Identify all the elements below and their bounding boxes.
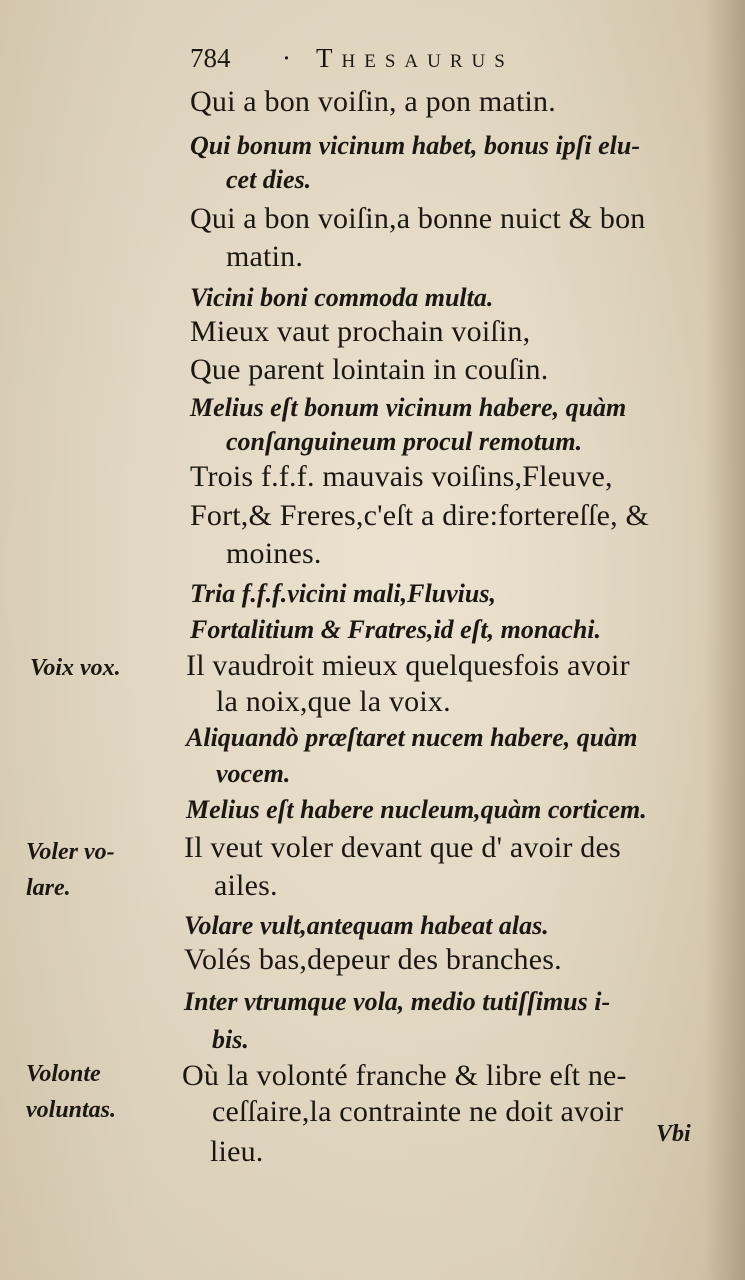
margin-note-voix: Voix vox. (30, 655, 121, 681)
text-line: cet dies. (226, 165, 312, 194)
text-line: Il vaudroit mieux quelquesfois avoir (186, 649, 630, 682)
margin-note-voler-cont: lare. (26, 875, 71, 901)
text-line: Qui bonum vicinum habet, bonus ipſi elu- (190, 131, 641, 160)
page-number: 784 (190, 43, 231, 73)
text-line: matin. (226, 240, 304, 273)
running-title: Thesaurus (316, 43, 514, 73)
text-line: Qui a bon voiſin, a pon matin. (190, 85, 556, 118)
catchword: Vbi (656, 1121, 691, 1147)
text-line: Tria f.f.f.vicini mali,Fluvius, (190, 579, 496, 608)
text-line: Où la volonté franche & libre eſt ne- (182, 1059, 627, 1092)
header-separator: · (282, 43, 291, 73)
text-line: lieu. (210, 1135, 264, 1168)
margin-note-voler: Voler vo- (26, 839, 115, 865)
text-line: Mieux vaut prochain voiſin, (190, 315, 531, 348)
text-line: conſanguineum procul remotum. (226, 427, 583, 456)
text-line: Melius eſt habere nucleum,quàm corticem. (186, 795, 647, 824)
text-line: moines. (226, 537, 322, 570)
margin-note-volonte-cont: voluntas. (26, 1097, 117, 1123)
text-line: Qui a bon voiſin,a bonne nuict & bon (190, 202, 646, 235)
text-line: Volés bas,depeur des branches. (184, 943, 562, 976)
text-line: Il veut voler devant que d' avoir des (184, 831, 621, 864)
text-line: Melius eſt bonum vicinum habere, quàm (190, 393, 627, 422)
page-header (190, 38, 640, 78)
text-line: la noix,que la voix. (216, 685, 451, 718)
text-line: Volare vult,antequam habeat alas. (184, 911, 549, 940)
text-line: Fort,& Freres,c'eſt a dire:fortereſſe, & (190, 499, 650, 532)
text-line: ceſſaire,la contrainte ne doit avoir (212, 1095, 624, 1128)
text-line: Trois f.f.f. mauvais voiſins,Fleuve, (190, 460, 613, 493)
text-line: ailes. (214, 869, 278, 902)
text-line: Inter vtrumque vola, medio tutiſſimus i- (184, 987, 611, 1016)
text-line: vocem. (216, 759, 291, 788)
margin-note-volonte: Volonte (26, 1061, 101, 1087)
text-line: bis. (212, 1025, 249, 1054)
text-line: Fortalitium & Fratres,id eſt, monachi. (190, 615, 601, 644)
text-line: Aliquandò præſtaret nucem habere, quàm (186, 723, 638, 752)
page-gutter-shadow (705, 0, 745, 1280)
text-line: Que parent lointain in couſin. (190, 353, 549, 386)
text-line: Vicini boni commoda multa. (190, 283, 494, 312)
